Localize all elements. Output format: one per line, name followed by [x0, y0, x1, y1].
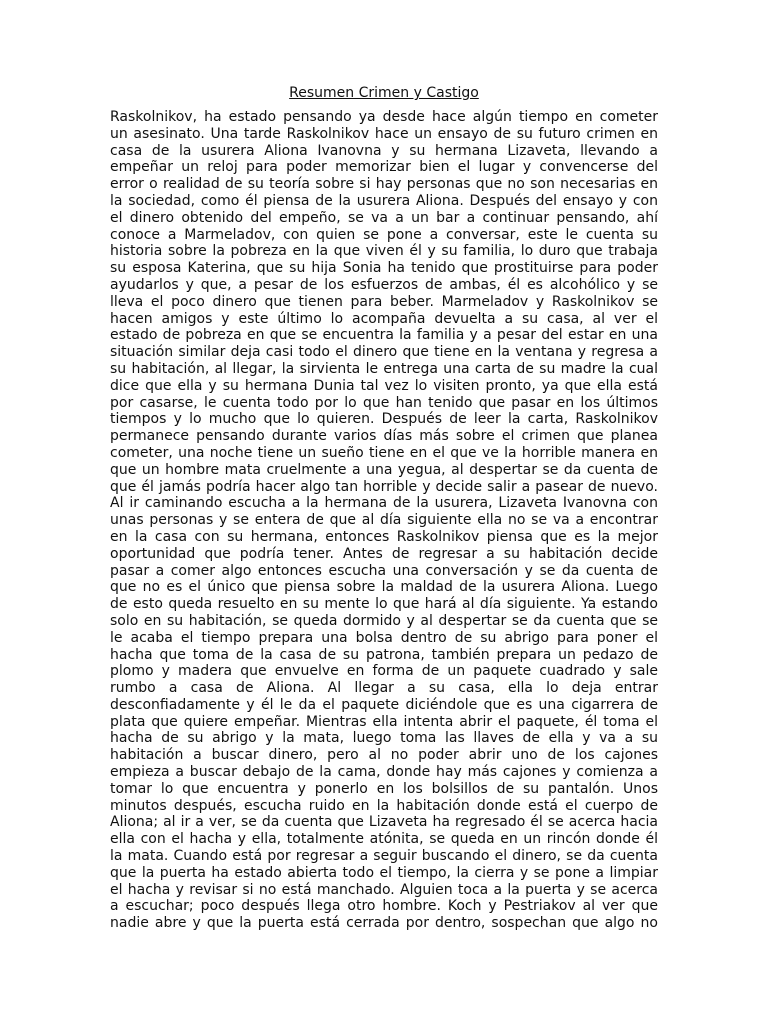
body-line: historia sobre la pobreza en la que viven él y su familia, lo duro que trabaja	[110, 243, 658, 260]
body-line: que no es el único que piensa sobre la maldad de la usurera Aliona. Luego	[110, 579, 658, 596]
body-line: que un hombre mata cruelmente a una yegua, al despertar se da cuenta de	[110, 461, 658, 478]
body-line: minutos después, escucha ruido en la habitación donde está el cuerpo de	[110, 797, 658, 814]
body-line: dice que ella y su hermana Dunia tal vez lo visiten pronto, ya que ella está	[110, 377, 658, 394]
body-line: le acaba el tiempo prepara una bolsa dentro de su abrigo para poner el	[110, 629, 658, 646]
body-line: oportunidad que podría tener. Antes de regresar a su habitación decide	[110, 545, 658, 562]
body-line: situación similar deja casi todo el dinero que tiene en la ventana y regresa a	[110, 344, 658, 361]
body-line: unas personas y se entera de que al día siguiente ella no se va a encontrar	[110, 512, 658, 529]
body-line: que la puerta ha estado abierta todo el tiempo, la cierra y se pone a limpiar	[110, 864, 658, 881]
body-line: plomo y madera que envuelve en forma de un paquete cuadrado y sale	[110, 663, 658, 680]
body-line: en la casa con su hermana, entonces Raskolnikov piensa que es la mejor	[110, 528, 658, 545]
document-title	[0, 84, 768, 102]
body-line: tiempos y lo mucho que lo quieren. Después de leer la carta, Raskolnikov	[110, 411, 658, 428]
body-line: Aliona; al ir a ver, se da cuenta que Lizaveta ha regresado él se acerca hacia	[110, 814, 658, 831]
body-line: habitación a buscar dinero, pero al no poder abrir uno de los cajones	[110, 747, 658, 764]
body-line: lleva el poco dinero que tienen para beber. Marmeladov y Raskolnikov se	[110, 293, 658, 310]
body-line: empeñar un reloj para poder memorizar bien el lugar y convencerse del	[110, 159, 658, 176]
body-line: hacha de su abrigo y la mata, luego toma las llaves de ella y va a su	[110, 730, 658, 747]
body-line: rumbo a casa de Aliona. Al llegar a su casa, ella lo deja entrar	[110, 680, 658, 697]
body-line: ayudarlos y que, a pesar de los esfuerzos de ambas, él es alcohólico y se	[110, 276, 658, 293]
body-line: de esto queda resuelto en su mente lo que hará al día siguiente. Ya estando	[110, 596, 658, 613]
body-line: conoce a Marmeladov, con quien se pone a conversar, este le cuenta su	[110, 226, 658, 243]
document-body	[110, 109, 658, 932]
body-line: hacha que toma de la casa de su patrona, también prepara un pedazo de	[110, 646, 658, 663]
body-line: el hacha y revisar si no está manchado. Alguien toca a la puerta y se acerca	[110, 881, 658, 898]
document-title-text: Resumen Crimen y Castigo	[289, 85, 479, 101]
body-line: permanece pensando durante varios días más sobre el crimen que planea	[110, 428, 658, 445]
body-line: nadie abre y que la puerta está cerrada por dentro, sospechan que algo no	[110, 915, 658, 932]
body-line: estado de pobreza en que se encuentra la familia y a pesar del estar en una	[110, 327, 658, 344]
body-line: su esposa Katerina, que su hija Sonia ha tenido que prostituirse para poder	[110, 260, 658, 277]
body-line: error o realidad de su teoría sobre si hay personas que no son necesarias en	[110, 176, 658, 193]
body-line: cometer, una noche tiene un sueño tiene en el que ve la horrible manera en	[110, 444, 658, 461]
body-line: solo en su habitación, se queda dormido y al despertar se da cuenta que se	[110, 612, 658, 629]
body-line: desconfiadamente y él le da el paquete diciéndole que es una cigarrera de	[110, 696, 658, 713]
body-line: la mata. Cuando está por regresar a seguir buscando el dinero, se da cuenta	[110, 848, 658, 865]
body-line: casa de la usurera Aliona Ivanovna y su hermana Lizaveta, llevando a	[110, 142, 658, 159]
body-line: Raskolnikov, ha estado pensando ya desde hace algún tiempo en cometer	[110, 109, 658, 125]
body-line: tomar lo que encuentra y ponerlo en los bolsillos de su pantalón. Unos	[110, 780, 658, 797]
body-line: pasar a comer algo entonces escucha una conversación y se da cuenta de	[110, 562, 658, 579]
body-line: la sociedad, como él piensa de la usurera Aliona. Después del ensayo y con	[110, 192, 658, 209]
body-line: empieza a buscar debajo de la cama, donde hay más cajones y comienza a	[110, 764, 658, 781]
body-line: su habitación, al llegar, la sirvienta le entrega una carta de su madre la cual	[110, 360, 658, 377]
body-line: que él jamás podría hacer algo tan horrible y decide salir a pasear de nuevo.	[110, 478, 658, 495]
body-line: Al ir caminando escucha a la hermana de la usurera, Lizaveta Ivanovna con	[110, 495, 658, 512]
body-line: ella con el hacha y ella, totalmente atónita, se queda en un rincón donde él	[110, 831, 658, 848]
body-line: a escuchar; poco después llega otro hombre. Koch y Pestriakov al ver que	[110, 898, 658, 915]
body-line: hacen amigos y este último lo acompaña devuelta a su casa, al ver el	[110, 310, 658, 327]
body-line: por casarse, le cuenta todo por lo que han tenido que pasar en los últimos	[110, 394, 658, 411]
body-line: el dinero obtenido del empeño, se va a un bar a continuar pensando, ahí	[110, 209, 658, 226]
body-line: plata que quiere empeñar. Mientras ella intenta abrir el paquete, él toma el	[110, 713, 658, 730]
body-line: un asesinato. Una tarde Raskolnikov hace un ensayo de su futuro crimen en	[110, 125, 658, 142]
